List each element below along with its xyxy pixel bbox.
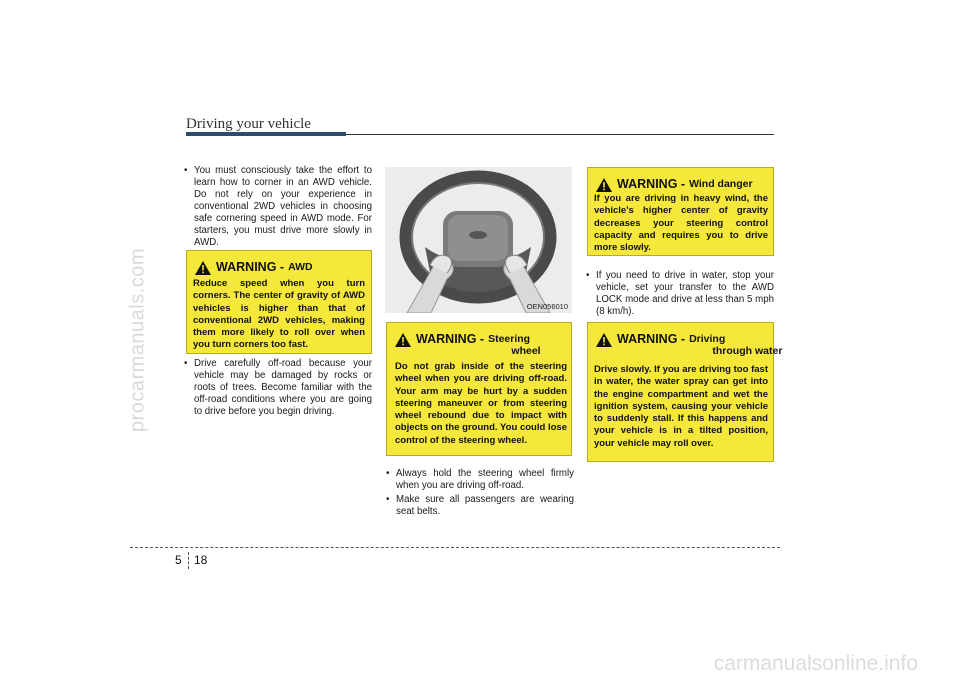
side-watermark bbox=[108, 0, 168, 679]
side-watermark-text: procarmanuals.com bbox=[126, 247, 149, 432]
bottom-watermark: carmanualsonline.info bbox=[713, 652, 918, 675]
bullet-seat-belts bbox=[386, 494, 574, 518]
warning-subject: Wind danger bbox=[689, 178, 753, 190]
bullet-dot: • bbox=[184, 165, 188, 176]
warning-wind-header bbox=[596, 177, 753, 192]
warning-triangle-icon bbox=[596, 333, 612, 347]
warning-wind-box bbox=[587, 167, 774, 256]
page-number: 18 bbox=[194, 553, 208, 567]
warning-label: WARNING - bbox=[617, 177, 686, 191]
warning-label: WARNING - bbox=[416, 332, 485, 346]
warning-wind-body: If you are driving in heavy wind, the vehicle's higher center of gravity decreases your steering control capacity and requires you to drive more slowly. bbox=[594, 193, 768, 254]
header-accent-bar bbox=[186, 132, 346, 136]
bullet-dot: • bbox=[386, 468, 390, 479]
bullet-drive-water bbox=[586, 270, 774, 318]
warning-subject: AWD bbox=[288, 261, 313, 273]
bullet-text: Make sure all passengers are wearing seat belts. bbox=[396, 494, 574, 517]
steering-wheel-icon bbox=[385, 167, 572, 313]
bullet-dot: • bbox=[184, 358, 188, 369]
warning-awd-header bbox=[195, 260, 313, 275]
steering-wheel-illustration bbox=[385, 167, 572, 313]
warning-water-box bbox=[587, 322, 783, 462]
page-header-title: Driving your vehicle bbox=[186, 116, 311, 132]
warning-subject: Driving through water bbox=[689, 333, 783, 357]
bullet-offroad-careful bbox=[184, 358, 372, 418]
footer-rule bbox=[130, 547, 780, 548]
warning-water-body: Drive slowly. If you are driving too fast in water, the water spray can get into the engine compartment and wet the ignition system, causing your vehicle to suddenly stall. If this happens and your vehicle is in a tilted position, your vehicle may roll over. bbox=[594, 364, 768, 449]
warning-triangle-icon bbox=[596, 178, 612, 192]
bullet-text: Always hold the steering wheel firmly when you are driving off-road. bbox=[396, 468, 574, 491]
warning-steering-header bbox=[395, 332, 541, 357]
bullet-text: If you need to drive in water, stop your vehicle, set your transfer to the AWD LOCK mode and drive at less than 5 mph (8 km/h). bbox=[596, 270, 774, 317]
warning-awd-body: Reduce speed when you turn corners. The center of gravity of AWD vehicles is higher than that of conventional 2WD vehicles, making them more likely to roll over when you turn corners too fast. bbox=[193, 278, 365, 351]
bullet-dot: • bbox=[386, 494, 390, 505]
warning-label: WARNING - bbox=[216, 260, 285, 274]
warning-triangle-icon bbox=[195, 261, 211, 275]
image-code-label: OEN056010 bbox=[526, 302, 568, 311]
warning-subject: Steering wheel bbox=[488, 333, 541, 357]
section-number: 5 bbox=[175, 553, 182, 567]
bullet-hold-wheel bbox=[386, 468, 574, 492]
bullet-dot: • bbox=[586, 270, 590, 281]
warning-label: WARNING - bbox=[617, 332, 686, 346]
bullet-text: Drive carefully off-road because your vehicle may be damaged by rocks or roots of trees. Become familiar with the off-road conditions where you are going to drive before you begin driving. bbox=[194, 358, 372, 417]
page-number-separator bbox=[188, 552, 189, 569]
warning-triangle-icon bbox=[395, 333, 411, 347]
warning-steering-body: Do not grab inside of the steering wheel when you are driving off-road. Your arm may be hurt by a sudden steering maneuver or from steering wheel rebound due to impact with objects on the ground. You could lose control of the steering wheel. bbox=[395, 361, 567, 446]
warning-water-header bbox=[596, 332, 782, 357]
bullet-text: You must consciously take the effort to learn how to corner in an AWD vehicle. Do not rely on your experience in conventional 2WD vehicles in choosing safe cornering speed in AWD mode. For starters, you must drive more slowly in AWD. bbox=[194, 165, 372, 248]
bullet-awd-cornering bbox=[184, 165, 372, 249]
warning-steering-box bbox=[386, 322, 572, 456]
warning-awd-box bbox=[186, 250, 372, 354]
